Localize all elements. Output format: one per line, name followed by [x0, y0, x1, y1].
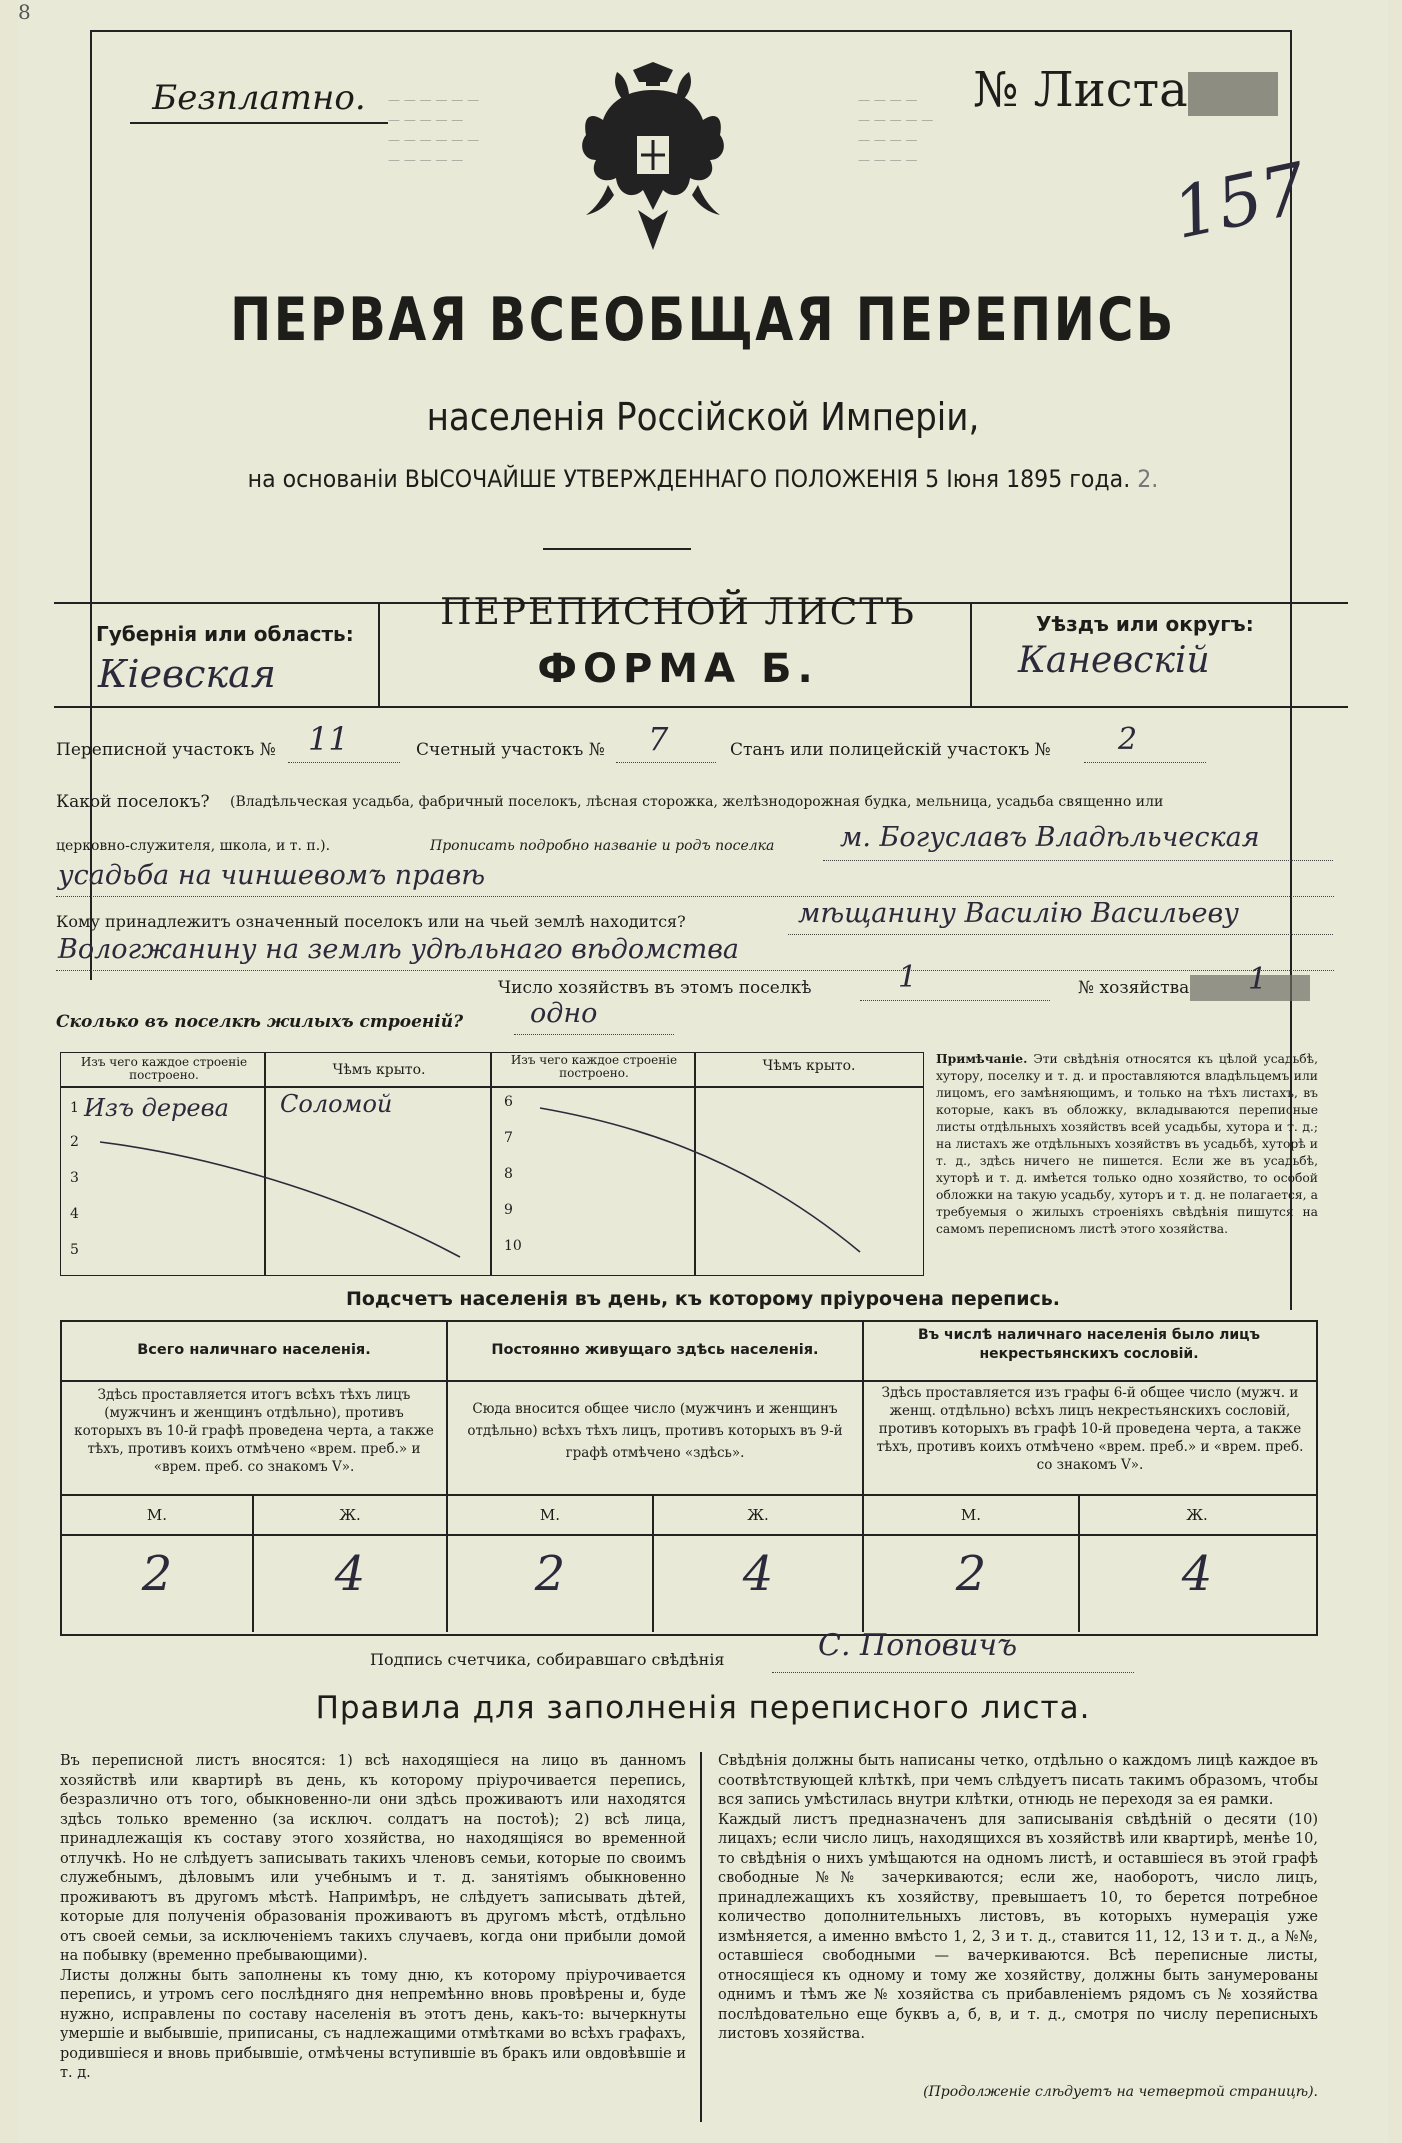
census-area-value: 11: [308, 720, 349, 758]
pop-col2-f: 4: [742, 1546, 774, 1602]
margin-mark: 8: [18, 0, 31, 24]
imperial-eagle-emblem: [578, 60, 728, 260]
row-number: 4: [70, 1206, 79, 1222]
note: [936, 1050, 1318, 1238]
row-number: 8: [504, 1166, 513, 1182]
sheet-number-box: [1188, 72, 1278, 116]
census-sheet: 8 Безплатно. — — — — — — — — — — — — — — — — — — — — — — — — — — — — — — — — — — — — — — — № Листа 157 ПЕРВАЯ ВСЕОБЩАЯ ПЕРЕПИСЬ населенія Россійской Имперіи, на основаніи ВЫСОЧАЙШЕ УТВЕРЖДЕННАГО ПОЛОЖЕНІЯ 5 Іюня 1895 года. 2. Губернія или область: Кіевская ПЕРЕПИСНОЙ ЛИСТЪ ФОРМА Б. Уѣздъ или округъ: Каневскій Переписной участокъ № 11 Счетный участокъ № 7 Станъ или полицейскій участокъ № 2 Какой поселокъ? (Владѣльческая усадьба, фабричный поселокъ, лѣсная сторожка, желѣзнодорожная будка, мельница, усадьба священно или церковно-служителя, школа, и т. п.). Прописать подробно названіе и родъ поселка м. Богуславъ Владѣльческая усадьба на чиншевомъ правѣ Кому принадлежитъ означенный поселокъ или на чьей землѣ находится? мѣщанину Василію Васильеву Вологжанину на землѣ удѣльнаго вѣдомства Число хозяйствъ въ этомъ поселкѣ 1 № хозяйства 1 Сколько въ поселкѣ жилыхъ строеній? одно Изъ чего каждое строеніе построено. Чѣмъ крыто. Изъ чего каждое строеніе построено. Чѣмъ крыто. 1 2 3 4 5 6 7 8 9 10 Изъ дерева Соломой Примѣчаніе. Эти свѣдѣнія относятся къ цѣлой усадьбѣ, хутору, поселку и т. д. и проставляются владѣльцемъ или лицомъ, его замѣняющимъ, и только на тѣхъ листахъ, въ которые, какъ въ обложку, вкладываются переписные листы отдѣльныхъ хозяйствъ всей усадьбы, хутора и т. д.; на листахъ же отдѣльныхъ хозяйствъ въ усадьбѣ, хуторѣ и т. д., здѣсь ничего не пишется. Если же въ усадьбѣ, хуторѣ и т. д. имѣется только одно хозяйство, то особой обложки на такую усадьбу, хуторъ и т. д. не полагается, а требуемыя о жилыхъ строеніяхъ свѣдѣнія пишутся на самомъ переписномъ листѣ этого хозяйства. Подсчетъ населенія въ день, къ которому пріурочена перепись. Всего наличнаго населенія. Здѣсь проставляется итогъ всѣхъ тѣхъ лицъ (мужчинъ и женщинъ отдѣльно), противъ которыхъ въ 10-й графѣ проведена черта, а также тѣхъ, противъ коихъ отмѣчено «врем. преб.» и «врем. преб. со знакомъ V». М. Ж. 2 4 Постоянно живущаго здѣсь населенія. Сюда вносится общее число (мужчинъ и женщинъ отдѣльно) всѣхъ тѣхъ лицъ, противъ которыхъ въ 9-й графѣ отмѣчено «здѣсь». М. Ж. 2 4 Въ числѣ наличнаго населенія было лицъ некрестьянскихъ сословій. Здѣсь проставляется изъ графы 6-й общее число (мужч. и женщ. отдѣльно) всѣхъ лицъ некрестьянскихъ сословій, противъ которыхъ въ графѣ 10-й проведена черта, а также тѣхъ, противъ коихъ отмѣчено «врем. преб.» и «врем. преб. со знакомъ V». М. Ж. 2 4 Подпись счетчика, собиравшаго свѣдѣнія С. Поповичъ Правила для заполненія переписного листа. Въ переписной листъ вносятся: 1) всѣ находящіеся на лицо въ данномъ хозяйствѣ или квартирѣ въ день, къ которому пріурочивается перепись, безразлично отъ того, обыкновенно-ли они здѣсь проживаютъ или находятся здѣсь только временно (за исключ. солдатъ на постоѣ); 2) всѣ лица, принадлежащія къ составу этого хозяйства, но находящіяся во временной отлучкѣ. Но не слѣдуетъ записывать такихъ членовъ семьи, которые по своимъ служебнымъ, дѣловымъ или учебнымъ и т. д. занятіямъ обыкновенно проживаютъ въ другомъ мѣстѣ. Напримѣръ, не слѣдуетъ записывать дѣтей, которые для полученія образованія проживаютъ въ другомъ мѣстѣ, отдѣльно отъ своей семьи, за исключеніемъ такихъ случаевъ, когда они прибыли домой на побывку (временно пребывающими). Листы должны быть заполнены къ тому дню, къ которому пріурочивается перепись, и утромъ сего послѣдняго дня непремѣнно вновь провѣрены и, буде нужно, исправлены по составу населенія въ этотъ день, какъ-то: вычеркнуты умершіе и выбывшіе, приписаны, съ надлежащими отмѣтками во всѣхъ графахъ, родившіеся и вновь прибывшіе, отмѣчены вступившіе въ бракъ или овдовѣвшіе и т. д. Свѣдѣнія должны быть написаны четко, отдѣльно о каждомъ лицѣ каждое въ соотвѣтствующей клѣткѣ, при чемъ слѣдуетъ писать такимъ образомъ, чтобы вся запись умѣстилась внутри клѣтки, отнюдь не переходя за ея рамки. Каждый листъ предназначенъ для записыванія свѣдѣній о десяти (10) лицахъ; если число лицъ, находящихся въ хозяйствѣ или квартирѣ, менѣе 10, то свѣдѣнія о нихъ умѣщаются на одномъ листѣ, и оставшіеся въ этой графѣ свободные №№ зачеркиваются; если же, наоборотъ, число лицъ, принадлежащихъ къ хозяйству, превышаетъ 10, то берется потребное количество дополнительныхъ листовъ, въ которыхъ нумерація уже измѣняется, а именно вмѣсто 1, 2, 3 и т. д., ставится 11, 12, 13 и т. д., а №№, оставшіеся свободными — вачеркиваются. Всѣ переписные листы, относящіеся къ одному и тому же хозяйству, должны быть занумерованы однимъ и тѣмъ же № хозяйства съ прибавленіемъ рядомъ съ № хозяйства послѣдовательно еще буквъ а, б, в, и т. д., смотря по числу переписныхъ листовъ хозяйства. (Продолженіе слѣдуетъ на четвертой страницѣ).: [18, 0, 1388, 2143]
row-number: 5: [70, 1242, 79, 1258]
note-label: Примѣчаніе.: [936, 1051, 1028, 1066]
pop-col2-title: Постоянно живущаго здѣсь населенія.: [491, 1342, 819, 1358]
title-divider: [543, 548, 691, 550]
pop-col2-desc: Сюда вносится общее число (мужчинъ и женщинъ отдѣльно) всѣхъ тѣхъ лицъ, противъ которыхъ въ 9-й графѣ отмѣчено «здѣсь».: [467, 1401, 843, 1461]
census-area-line: [288, 762, 400, 763]
settlement-hint-1: (Владѣльческая усадьба, фабричный поселокъ, лѣсная сторожка, желѣзнодорожная будка, мельница, усадьба священно или: [230, 794, 1164, 810]
pop-mf-line: [60, 1534, 1316, 1536]
district-label: Уѣздъ или округъ:: [1036, 612, 1254, 636]
free-label: Безплатно.: [130, 78, 388, 124]
pop-col3-m-label: М.: [960, 1506, 982, 1524]
owner-value-1: мѣщанину Василію Васильеву: [798, 898, 1239, 929]
buildings-line: [514, 1034, 674, 1035]
pop-col3-desc: Здѣсь проставляется изъ графы 6-й общее число (мужч. и женщ. отдѣльно) всѣхъ лицъ некрестьянскихъ сословій, противъ которыхъ въ графѣ 10-й проведена черта, а также тѣхъ, противъ коихъ отмѣчено «врем. преб.» и «врем. преб. со знакомъ V».: [876, 1385, 1304, 1473]
rules-title: Правила для заполненія переписного листа.: [315, 1690, 1091, 1726]
row-number: 1: [70, 1100, 79, 1116]
pop-col2-m: 2: [534, 1546, 566, 1602]
form-divider-right: [970, 602, 972, 706]
count-area-label: Счетный участокъ №: [416, 740, 605, 760]
owner-value-2: Вологжанину на землѣ удѣльнаго вѣдомства: [58, 934, 740, 965]
count-area-line: [616, 762, 716, 763]
police-area-line: [1084, 762, 1206, 763]
province-label: Губернія или область:: [96, 622, 354, 646]
signature-label: Подпись счетчика, собиравшаго свѣдѣнія: [370, 1650, 725, 1669]
note-text: Эти свѣдѣнія относятся къ цѣлой усадьбѣ, хутору, поселку и т. д. и проставляются владѣльцемъ или лицомъ, его замѣняющимъ, и только на тѣхъ листахъ, въ которые, какъ въ обложку, вкладываются переписные листы отдѣльныхъ хозяйствъ всей усадьбы, хутора и т. д.; на листахъ же отдѣльныхъ хозяйствъ въ усадьбѣ, хуторѣ и т. д., здѣсь ничего не пишется. Если же въ усадьбѣ, хуторѣ и т. д. имѣется только одно хозяйство, то особой обложки на такую усадьбу, хуторъ и т. д. не полагается, а требуемыя о жилыхъ строеніяхъ свѣдѣнія пишутся на самомъ переписномъ листѣ этого хозяйства.: [936, 1052, 1318, 1236]
sheet-number-label: № Листа: [973, 62, 1188, 118]
form-divider-left: [378, 602, 380, 706]
count-area-value: 7: [648, 720, 669, 758]
row-number: 10: [504, 1238, 522, 1254]
rules-continuation: (Продолженіе слѣдуетъ на четвертой страницѣ).: [923, 2084, 1318, 2100]
pop-col1-m-label: М.: [146, 1506, 168, 1524]
pop-desc-line: [60, 1494, 1316, 1496]
rules-left: Въ переписной листъ вносятся: 1) всѣ находящіеся на лицо въ данномъ хозяйствѣ или квартирѣ въ день, къ которому пріурочивается перепись, безразлично отъ того, обыкновенно-ли они здѣсь проживаютъ или находятся здѣсь только временно (за исключ. солдатъ на постоѣ); 2) всѣ лица, принадлежащія къ составу этого хозяйства, но находящіяся во временной отлучкѣ. Но не слѣдуетъ записывать такихъ членовъ семьи, которые по своимъ служебнымъ, дѣловымъ или учебнымъ и т. д. занятіямъ обыкновенно проживаютъ въ другомъ мѣстѣ. Напримѣръ, не слѣдуетъ записывать дѣтей, которые для полученія образованія проживаютъ въ другомъ мѣстѣ, отдѣльно отъ своей семьи, за исключеніемъ такихъ случаевъ, когда они прибыли домой на побывку (временно пребывающими). Листы должны быть заполнены къ тому дню, къ которому пріурочивается перепись, и утромъ сего послѣдняго дня непремѣнно вновь провѣрены и, буде нужно, исправлены по составу населенія въ этотъ день, какъ-то: вычеркнуты умершіе и выбывшіе, приписаны, съ надлежащими отмѣтками во всѣхъ графахъ, родившіеся и вновь прибывшіе, отмѣчены вступившіе въ бракъ или овдовѣвшіе и т. д.: [60, 1753, 686, 2081]
pop-col1-f-label: Ж.: [339, 1506, 361, 1524]
row1-roof: Соломой: [280, 1090, 393, 1118]
material-header-right: Изъ чего каждое строеніе построено.: [510, 1053, 678, 1080]
pop-header-line: [60, 1380, 1316, 1382]
main-title: ПЕРВАЯ ВСЕОБЩАЯ ПЕРЕПИСЬ: [230, 285, 1176, 355]
settlement-value-2: усадьба на чиншевомъ правѣ: [58, 860, 486, 891]
owner-question: Кому принадлежитъ означенный поселокъ или на чьей землѣ находится?: [56, 912, 686, 931]
pop-col3-title: Въ числѣ наличнаго населенія было лицъ некрестьянскихъ сословій.: [917, 1327, 1261, 1362]
subtitle: населенія Россійской Имперіи,: [426, 395, 980, 439]
pop-col1-desc: Здѣсь проставляется итогъ всѣхъ тѣхъ лицъ (мужчинъ и женщинъ отдѣльно), противъ которыхъ въ 10-й графѣ проведена черта, а также тѣхъ, противъ коихъ отмѣчено «врем. преб.» и «врем. преб. со знакомъ V».: [74, 1387, 434, 1475]
settlement-hint-2: церковно-служителя, школа, и т. п.).: [56, 838, 331, 854]
pop-col3-m: 2: [955, 1546, 987, 1602]
buildings-value: одно: [530, 998, 598, 1029]
pop-col1-m: 2: [141, 1546, 173, 1602]
row-number: 2: [70, 1134, 79, 1150]
pop-col2-m-label: М.: [539, 1506, 561, 1524]
row1-material: Изъ дерева: [84, 1094, 229, 1122]
province-value: Кіевская: [98, 652, 276, 696]
settlement-value-1: м. Богуславъ Владѣльческая: [840, 822, 1260, 853]
pop-col2-f-label: Ж.: [747, 1506, 769, 1524]
households-value: 1: [898, 960, 918, 995]
pop-col1-title: Всего наличнаго населенія.: [137, 1342, 371, 1358]
household-no-value: 1: [1248, 962, 1268, 997]
signature-value: С. Поповичъ: [818, 1628, 1018, 1663]
population-heading: Подсчетъ населенія въ день, къ которому пріурочена перепись.: [345, 1288, 1061, 1310]
settlement-question: Какой поселокъ?: [56, 792, 210, 812]
rules-right: Свѣдѣнія должны быть написаны четко, отдѣльно о каждомъ лицѣ каждое въ соотвѣтствующей клѣткѣ, при чемъ слѣдуетъ писать такимъ образомъ, чтобы вся запись умѣстилась внутри клѣтки, отнюдь не переходя за ея рамки. Каждый листъ предназначенъ для записыванія свѣдѣній о десяти (10) лицахъ; если число лицъ, находящихся въ хозяйствѣ или квартирѣ, менѣе 10, то свѣдѣнія о нихъ умѣщаются на одномъ листѣ, и оставшіеся въ этой графѣ свободные №№ зачеркиваются; если же, наоборотъ, число лицъ, принадлежащихъ къ хозяйству, превышаетъ 10, то берется потребное количество дополнительныхъ листовъ, въ которыхъ нумерація уже измѣняется, а именно вмѣсто 1, 2, 3 и т. д., ставится 11, 12, 13 и т. д., а №№, оставшіеся свободными — вачеркиваются. Всѣ переписные листы, относящіеся къ одному и тому же хозяйству, должны быть занумерованы однимъ и тѣмъ же № хозяйства съ прибавленіемъ рядомъ съ № хозяйства послѣдовательно еще буквъ а, б, в, и т. д., смотря по числу переписныхъ листовъ хозяйства.: [718, 1753, 1318, 2042]
settlement-instruction: Прописать подробно названіе и родъ поселка: [430, 838, 775, 854]
signature-line: [772, 1672, 1134, 1673]
form-title: ФОРМА Б.: [537, 646, 819, 692]
row-number: 6: [504, 1094, 513, 1110]
row-number: 3: [70, 1170, 79, 1186]
households-line: [860, 1000, 1050, 1001]
household-no-label: № хозяйства: [1078, 978, 1190, 998]
row-number: 9: [504, 1202, 513, 1218]
sheet-number-handwritten: 157: [1165, 147, 1314, 255]
settlement-line-2: [56, 896, 1334, 897]
district-value: Каневскій: [1018, 640, 1210, 681]
sheet-title: ПЕРЕПИСНОЙ ЛИСТЪ: [440, 592, 916, 633]
households-label: Число хозяйствъ въ этомъ поселкѣ: [498, 978, 812, 998]
owner-line-2: [56, 970, 1334, 971]
police-area-value: 2: [1118, 722, 1138, 757]
roof-header-right: Чѣмъ крыто.: [762, 1058, 856, 1074]
owner-line-1: [788, 934, 1333, 935]
census-area-label: Переписной участокъ №: [56, 740, 276, 760]
form-bottom-line: [54, 706, 1348, 708]
settlement-line-1: [823, 860, 1333, 861]
roof-header-left: Чѣмъ крыто.: [332, 1062, 426, 1078]
pop-col1-f: 4: [334, 1546, 366, 1602]
police-area-label: Станъ или полицейскій участокъ №: [730, 740, 1051, 760]
buildings-question: Сколько въ поселкѣ жилыхъ строеній?: [56, 1012, 464, 1032]
material-header-left: Изъ чего каждое строеніе построено.: [80, 1055, 248, 1082]
pop-col3-f-label: Ж.: [1186, 1506, 1208, 1524]
rules-divider: [700, 1752, 702, 2122]
pop-col3-f: 4: [1181, 1546, 1213, 1602]
basis-line: на основаніи ВЫСОЧАЙШЕ УТВЕРЖДЕННАГО ПОЛОЖЕНІЯ 5 Іюня 1895 года. 2.: [247, 465, 1159, 493]
top-border: [90, 30, 1292, 32]
strikeout-strokes: [60, 1052, 922, 1274]
row-number: 7: [504, 1130, 513, 1146]
